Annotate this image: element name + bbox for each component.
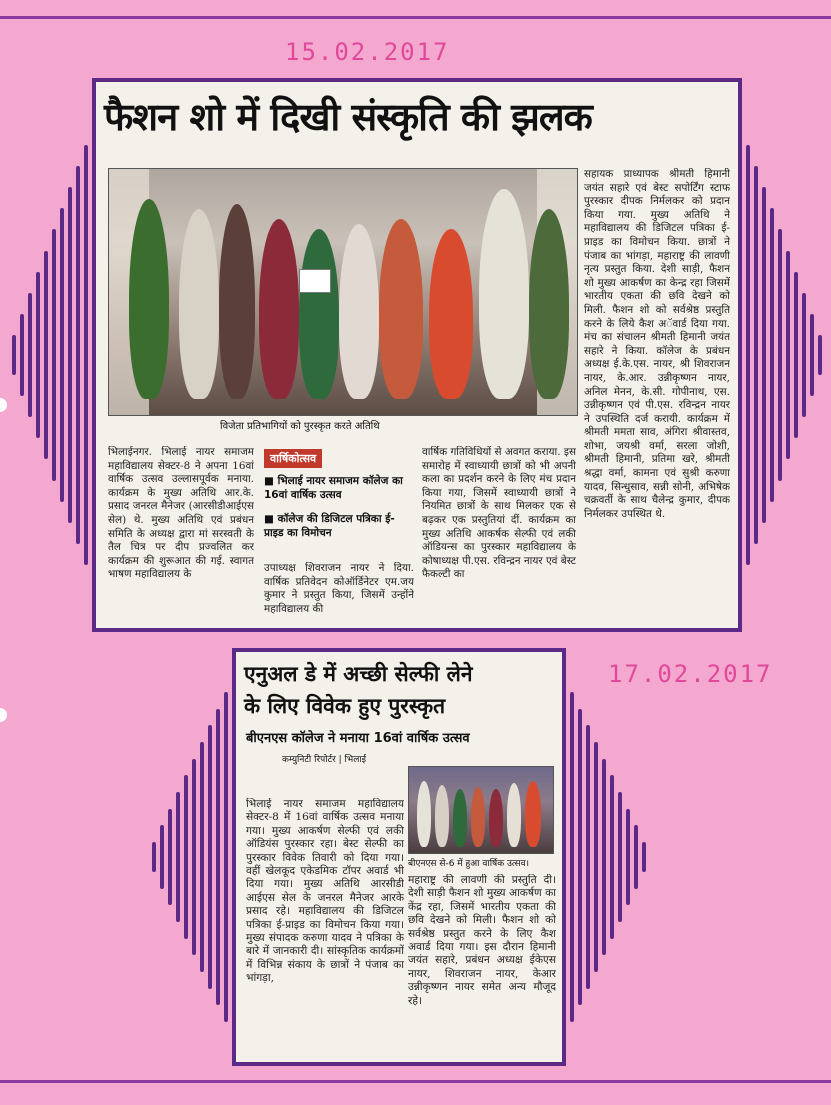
date-right: 17.02.2017: [608, 660, 773, 688]
clip1-box-title: वार्षिकोत्सव: [264, 449, 322, 468]
decorative-bar: [618, 792, 622, 922]
decorative-bar: [610, 775, 614, 938]
decorative-bar: [28, 293, 32, 417]
decorative-bar: [36, 272, 40, 439]
clip2-column-1: भिलाई नायर समाजम महाविद्यालय सेक्टर-8 में 16वां वार्षिक उत्सव मनाया गया। मुख्य आकर्षण सेल्फी एवं लकी ऑडियंस पुरस्कार रहा। बेस्ट सेल्फी का पुरस्कार विवेक तिवारी को दिया गया। वहीं खेलकूद एकेडमिक टॉपर अवार्ड भी दिया गया। मुख्य अतिथि आरसीडी आईएस सेल के जनरल मैनेजर आरके प्रसाद रहे। महाविद्यालय की डिजिटल पत्रिका ई-प्राइड का विमोचन किया गया। मुख्य संपादक करुणा यादव ने पत्रिका के बारे में जानकारी दी। सांस्कृतिक कार्यक्रमों में विभिन्न संकाय के छात्रों ने पंजाब का भांगड़ा,: [246, 798, 404, 985]
bottom-rule: [0, 1080, 831, 1083]
decorative-bar: [594, 742, 598, 972]
decorative-bar: [578, 709, 582, 1006]
decorative-bar: [176, 792, 180, 922]
decorative-bar: [52, 229, 56, 480]
decorative-bar: [762, 187, 766, 523]
decorative-bar: [184, 775, 188, 938]
decorative-bar: [634, 825, 638, 888]
decorative-bar: [626, 809, 630, 906]
decorative-bar: [76, 166, 80, 544]
decorative-bar: [810, 314, 814, 396]
punch-hole-top: [0, 398, 7, 412]
decorative-bar: [754, 166, 758, 544]
decorative-bar: [84, 145, 88, 565]
clip1-box-item-1-text: भिलाई नायर समाजम कॉलेज का 16वां वार्षिक उत्सव: [264, 475, 403, 501]
decorative-bar: [12, 335, 16, 375]
clip1-column-2: उपाध्यक्ष शिवराजन नायर ने दिया. वार्षिक प्रतिवेदन कोऑर्डिनेटर एम.जय कुमार ने प्रस्तुत किया, जिसमें उन्होंने महाविद्यालय की: [264, 562, 414, 615]
clip2-photo-caption: बीएनएस से-6 में हुआ वार्षिक उत्सव।: [408, 859, 530, 869]
clip1-photo: [108, 168, 578, 416]
clip2-subhead: बीएनएस कॉलेज ने मनाया 16वां वार्षिक उत्सव: [246, 731, 470, 746]
decorative-bar: [168, 809, 172, 906]
clip2-byline: कम्युनिटी रिपोर्टर | भिलाई: [282, 755, 367, 765]
decorative-bar: [642, 842, 646, 872]
clip2-headline-line2: के लिए विवेक हुए पुरस्कृत: [244, 694, 446, 718]
news-clip-annual-day: [232, 648, 566, 1066]
clip1-column-3: वार्षिक गतिविधियों से अवगत कराया. इस समारोह में स्वाध्यायी छात्रों को भी अपनी कला का प्रदर्शन करने के लिए मंच प्रदान किया गया, जिसमें स्वाध्यायी छात्रों ने नियमित छात्रों के साथ मिलकर एक से बढ़कर एक प्रस्तुतियां दीं. कार्यक्रम का मुख्य अतिथि आकर्षक सेल्फी एवं लकी ऑडियन्स का पुरस्कार महाविद्यालय के कोषाध्यक्ष पी.एस. रविन्द्रन नायर एवं बेस्ट फैकल्टी का: [422, 446, 576, 581]
date-top: 15.02.2017: [285, 38, 450, 66]
decorative-bar: [778, 229, 782, 480]
decorative-bar: [802, 293, 806, 417]
top-rule: [0, 16, 831, 19]
clip1-box-item-2-text: कॉलेज की डिजिटल पत्रिका ई-प्राइड का विमोचन: [264, 513, 395, 539]
decorative-bar: [68, 187, 72, 523]
clip2-headline-line1: एनुअल डे में अच्छी सेल्फी लेने: [244, 662, 473, 686]
clip1-headline: फैशन शो में दिखी संस्कृति की झलक: [104, 95, 592, 139]
decorative-bar: [794, 272, 798, 439]
decorative-bar: [216, 709, 220, 1006]
decorative-bar: [152, 842, 156, 872]
decorative-bar: [60, 208, 64, 501]
decorative-bar: [20, 314, 24, 396]
decorative-bar: [192, 759, 196, 956]
decorative-bar: [746, 145, 750, 565]
decorative-bar: [786, 251, 790, 460]
punch-hole-bottom: [0, 708, 7, 722]
clip2-column-2: महाराष्ट्र की लावणी की प्रस्तुति दी। देशी साड़ी फैशन शो मुख्य आकर्षण का केंद्र रहा, जिसमें भारतीय एकता की छवि देखने को मिली। फैशन शो को सर्वश्रेष्ठ प्रस्तुत करने के लिए कैश अवार्ड दिया गया। इस दौरान हिमानी जयंत सहारे, प्रबंधन अध्यक्ष ईकेएस नायर, शिवराजन नायर, केआर उन्नीकृष्णन नायर समेत अन्य मौजूद रहे।: [408, 874, 556, 1007]
decorative-bar: [224, 692, 228, 1022]
decorative-bar: [160, 825, 164, 888]
clip1-box-item-1: ■ भिलाई नायर समाजम कॉलेज का 16वां वार्षिक उत्सव: [264, 475, 403, 501]
clip2-photo: [408, 766, 554, 854]
decorative-bar: [586, 725, 590, 988]
decorative-bar: [602, 759, 606, 956]
clip1-box-item-2: ■ कॉलेज की डिजिटल पत्रिका ई-प्राइड का विमोचन: [264, 513, 395, 539]
decorative-bar: [770, 208, 774, 501]
news-clip-fashion-show: [92, 78, 742, 632]
decorative-bar: [818, 335, 822, 375]
clip1-column-1: भिलाईनगर. भिलाई नायर समाजम महाविद्यालय सेक्टर-8 ने अपना 16वां वार्षिक उत्सव उल्लासपूर्वक मनाया. कार्यक्रम के मुख्य अतिथि आर.के. प्रसाद जनरल मैनेजर (आरसीडीआईएस सेल) थे. मुख्य अतिथि एवं प्रबंधन समिति के अध्यक्ष द्वारा मां सरस्वती के तैल चित्र पर दीप प्रज्वलित कर कार्यक्रम की शुरूआत की गई. स्वागत भाषण महाविद्यालय के: [108, 446, 254, 581]
decorative-bar: [200, 742, 204, 972]
decorative-bar: [570, 692, 574, 1022]
clip1-side-column: सहायक प्राध्यापक श्रीमती हिमानी जयंत सहारे एवं बेस्ट सपोर्टिंग स्टाफ पुरस्कार दीपक निर्मलकर को प्रदान किया गया. मुख्य अतिथि ने महाविद्यालय की डिजिटल पत्रिका ई-प्राइड का विमोचन किया. छात्रों ने पंजाब का भांगड़ा, महाराष्ट्र की लावणी नृत्य प्रस्तुत किया. देशी साड़ी, फैशन शो मुख्य आकर्षण का केन्द्र रहा जिसमें भारतीय एकता की छवि देखने को मिली. फैशन शो को सर्वश्रेष्ठ प्रस्तुति करने के लिये कैश अॅवार्ड दिया गया. मंच का संचालन श्रीमती हिमानी जयंत सहारे ने किया. कॉलेज के प्रबंधन अध्यक्ष ई.के.एस. नायर, श्री शिवराजन नायर, के.आर. उन्नीकृष्णन नायर, अनिल मेनन, के.सी. गोपीनाथ, एस. उन्नीकृष्णन एवं पी.एस. रविन्द्रन नायर ने उपस्थिति दर्ज करायी. कार्यक्रम में श्रीमती ममता साव, अंगिरा श्रीवास्तव, शोभा, जयश्री वर्मा, सरला जोशी, श्रीमती हिमानी, प्रतिमा खरे, श्रीमती श्रद्धा वर्मा, कामना एवं सुश्री करुणा यादव, सिन्धुसाव, सन्नी सोनी, अभिषेक चक्रवर्ती के साथ चैलेन्द्र कुमार, दीपक निर्मलकर उपस्थित थे.: [584, 168, 730, 520]
clip1-photo-caption: विजेता प्रतिभागियों को पुरस्कृत करते अतिथि: [220, 421, 380, 432]
decorative-bar: [208, 725, 212, 988]
decorative-bar: [44, 251, 48, 460]
